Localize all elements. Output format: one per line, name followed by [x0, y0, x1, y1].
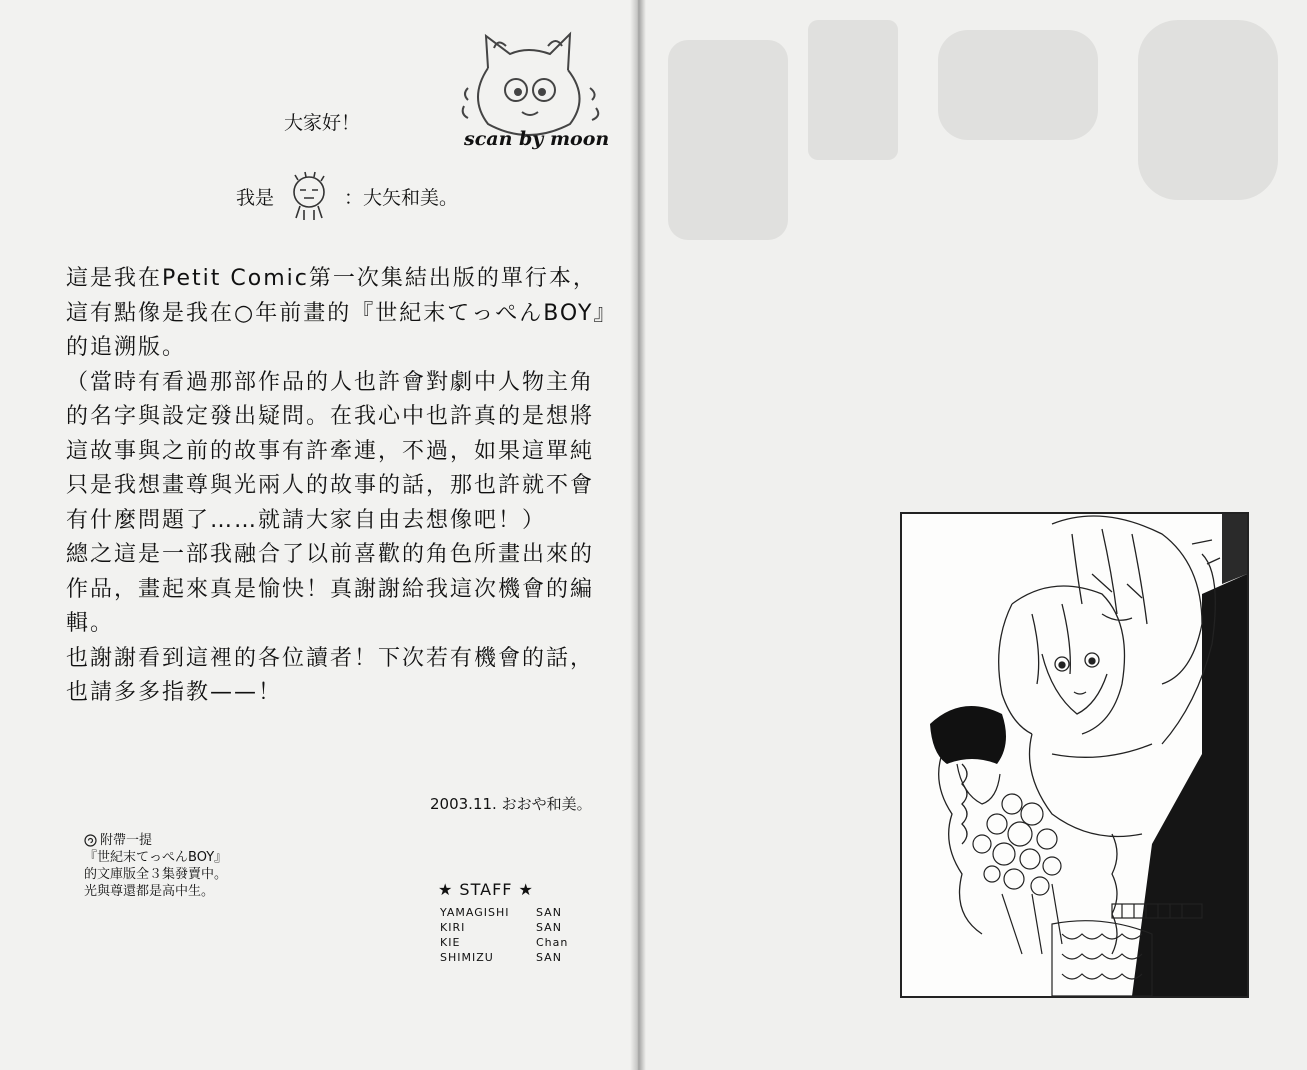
body-line: 有什麼問題了……就請大家自由去想像吧！）: [66, 507, 547, 533]
afterword-body: [66, 262, 617, 711]
body-line: 輯。: [66, 611, 115, 636]
footnote-line: 的文庫版全３集發賣中。: [84, 867, 228, 882]
body-line: 這故事與之前的故事有許牽連，不過，如果這單純: [66, 438, 595, 464]
staff-credits: [434, 880, 568, 965]
scanner-watermark: scan by moon: [464, 128, 610, 150]
swirl-icon: [84, 834, 97, 847]
staff-name: SHIMIZU: [440, 951, 494, 964]
staff-name: KIRI: [440, 921, 466, 934]
intro-suffix: ：大矢和美。: [344, 186, 459, 209]
manga-illustration: [900, 512, 1249, 998]
footnote-heading-text: 附帶一提: [100, 833, 153, 848]
illustration-page: [638, 0, 1307, 1070]
staff-row: [434, 905, 568, 920]
staff-table: [434, 905, 568, 965]
staff-suffix: Chan: [536, 936, 569, 949]
body-line: 的名字與設定發出疑問。在我心中也許真的是想將: [66, 404, 595, 429]
afterword-page: [0, 0, 638, 1070]
author-intro: [236, 170, 458, 222]
bleed-through-shadow: [638, 0, 1307, 420]
body-line: 只是我想畫尊與光兩人的故事的話，那也許就不會: [66, 473, 595, 498]
footnote-line: 『世紀末てっぺんBOY』: [84, 850, 228, 865]
body-line: 也謝謝看到這裡的各位讀者！下次若有機會的話，: [66, 645, 595, 671]
author-face-icon: [284, 170, 334, 222]
staff-row: [434, 950, 568, 965]
staff-row: [434, 920, 568, 935]
staff-title: ★ STAFF ★: [438, 880, 534, 899]
body-line: 總之這是一部我融合了以前喜歡的角色所畫出來的: [66, 542, 595, 567]
book-gutter-shadow: [630, 0, 646, 1070]
body-line: 的追溯版。: [66, 335, 187, 360]
footnote: [84, 832, 227, 900]
staff-row: [434, 935, 568, 950]
intro-prefix: 我是: [236, 186, 275, 209]
greeting: 大家好！: [284, 112, 361, 134]
staff-name: YAMAGISHI: [440, 906, 510, 919]
body-line: 也請多多指教——！: [66, 680, 283, 705]
staff-name: KIE: [440, 936, 461, 949]
staff-suffix: SAN: [536, 906, 562, 919]
body-line: 作品，畫起來真是愉快！真謝謝給我這次機會的編: [66, 576, 595, 602]
body-line: 這是我在Petit Comic第一次集結出版的單行本，: [66, 266, 597, 291]
body-line: 這有點像是我在○年前畫的『世紀末てっぺんBOY』: [66, 300, 618, 326]
illustration-art: [902, 514, 1247, 996]
footnote-line: 光與尊還都是高中生。: [84, 884, 215, 899]
staff-suffix: SAN: [536, 921, 562, 934]
footnote-heading: [84, 832, 227, 849]
signature-date: 2003.11. おおや和美。: [430, 795, 592, 813]
staff-suffix: SAN: [536, 951, 562, 964]
body-line: （當時有看過那部作品的人也許會對劇中人物主角: [66, 369, 595, 395]
